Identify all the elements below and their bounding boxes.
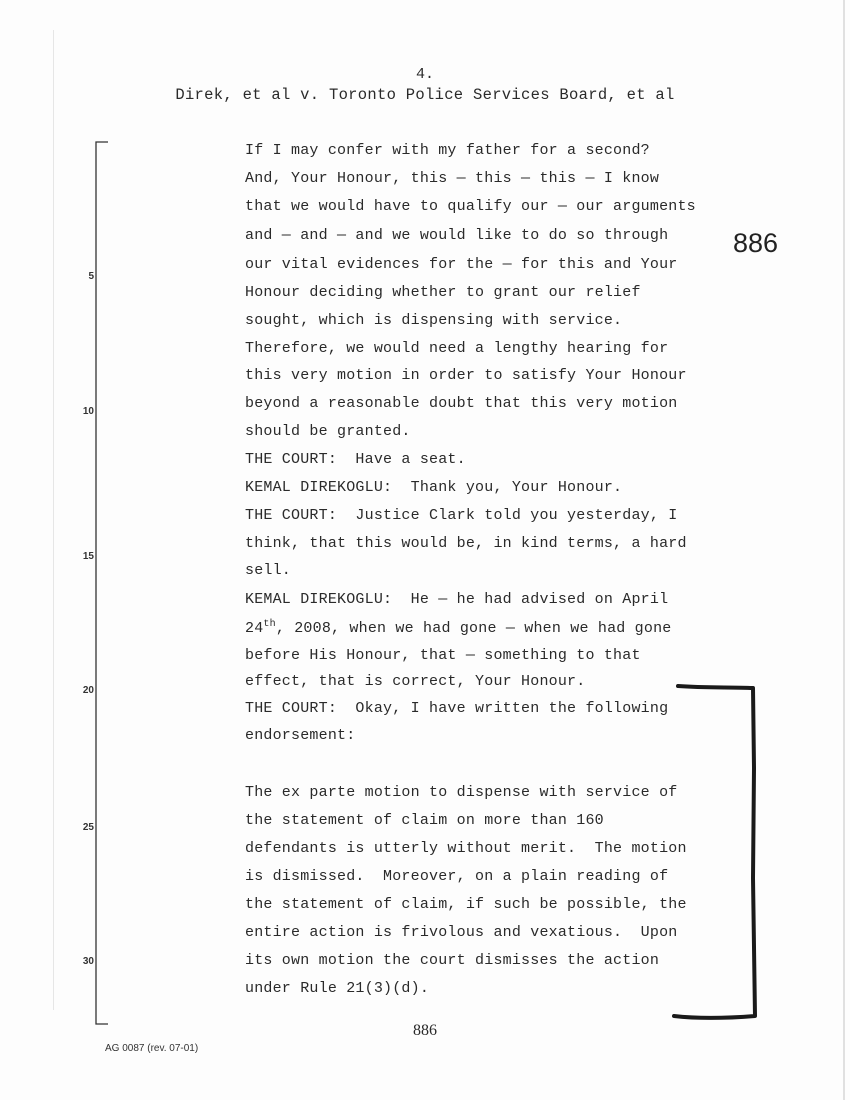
transcript-line: our vital evidences for the — for this and Your — [245, 256, 678, 273]
margin-line-number: 25 — [82, 822, 94, 833]
transcript-line: And, Your Honour, this — this — this — I know — [245, 170, 660, 187]
transcript-line: effect, that is correct, Your Honour. — [245, 673, 586, 690]
endorsement-line: its own motion the court dismisses the action — [245, 952, 660, 969]
transcript-line: THE COURT: Justice Clark told you yesterday, I — [245, 507, 678, 524]
endorsement-line: The ex parte motion to dispense with service of — [245, 784, 678, 801]
transcript-line: that we would have to qualify our — our arguments — [245, 198, 696, 215]
transcript-line: If I may confer with my father for a second? — [245, 142, 650, 159]
footer-page-number: 886 — [413, 1022, 437, 1039]
date-rest: , 2008, when we had gone — when we had gone — [275, 620, 672, 637]
transcript-line: this very motion in order to satisfy Your Honour — [245, 367, 687, 384]
transcript-line: before His Honour, that — something to that — [245, 647, 641, 664]
margin-line-number: 15 — [82, 551, 94, 562]
transcript-line: sell. — [245, 562, 292, 579]
transcript-line: THE COURT: Okay, I have written the following — [245, 700, 669, 717]
transcript-line: KEMAL DIREKOGLU: Thank you, Your Honour. — [245, 479, 623, 496]
transcript-line: KEMAL DIREKOGLU: He — he had advised on April — [245, 591, 669, 608]
margin-line-number: 5 — [88, 271, 94, 282]
endorsement-line: the statement of claim, if such be possible, the — [245, 896, 687, 913]
transcript-line: beyond a reasonable doubt that this very motion — [245, 395, 678, 412]
transcript-line: and — and — and we would like to do so through — [245, 227, 669, 244]
form-code: AG 0087 (rev. 07-01) — [105, 1043, 199, 1054]
transcript-line: think, that this would be, in kind terms, a hard — [245, 535, 687, 552]
transcript-line: THE COURT: Have a seat. — [245, 451, 466, 468]
endorsement-line: defendants is utterly without merit. The motion — [245, 840, 687, 857]
margin-line-number: 20 — [82, 685, 94, 696]
date-day: 24 — [245, 620, 264, 637]
endorsement-line: entire action is frivolous and vexatious. Upon — [245, 924, 678, 941]
stamped-page-number: 886 — [733, 228, 779, 258]
margin-line-number: 30 — [82, 956, 94, 967]
transcript-line: sought, which is dispensing with service. — [245, 312, 623, 329]
endorsement-line: the statement of claim on more than 160 — [245, 812, 604, 829]
transcript-line: should be granted. — [245, 423, 411, 440]
scan-margin-right — [843, 0, 845, 1100]
date-suffix: th — [263, 619, 276, 630]
scan-margin-left — [53, 30, 54, 1010]
margin-line-number: 10 — [82, 406, 94, 417]
transcript-date-line — [245, 619, 671, 637]
endorsement-line: under Rule 21(3)(d). — [245, 980, 430, 997]
transcript-line: Honour deciding whether to grant our relief — [245, 284, 641, 301]
transcript-page-number: 4. — [415, 66, 434, 83]
endorsement-line: is dismissed. Moreover, on a plain reading of — [245, 868, 669, 885]
transcript-line: Therefore, we would need a lengthy hearing for — [245, 340, 669, 357]
transcript-line: endorsement: — [245, 727, 356, 744]
case-caption: Direk, et al v. Toronto Police Services Board, et al — [175, 86, 675, 104]
